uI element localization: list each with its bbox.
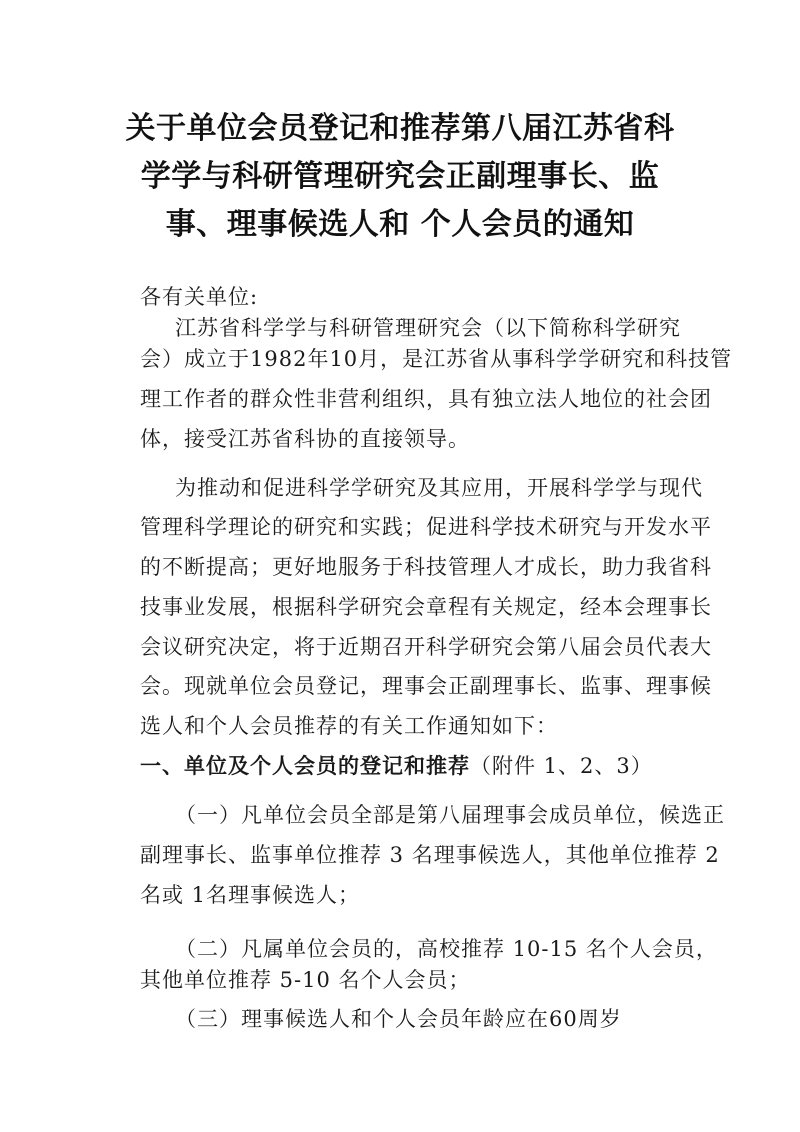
para1-line-1: 江苏省科学学与科研管理研究会（以下简称科学研究 — [175, 316, 681, 340]
para2-line-6: 会。现就单位会员登记，理事会正副理事长、监事、理事候 — [140, 674, 712, 698]
para2-line-1: 为推动和促进科学学研究及其应用，开展科学学与现代 — [175, 476, 703, 500]
item2-line-2: 其他单位推荐 5-10 名个人会员； — [140, 968, 471, 992]
para2-line-4: 技事业发展，根据科学研究会章程有关规定，经本会理事长 — [140, 595, 712, 619]
section-1-heading-suffix: （附件 1、2、3） — [470, 754, 653, 778]
para1-line-3: 理工作者的群众性非营利组织，具有独立法人地位的社会团 — [140, 387, 712, 411]
document-title-line-2: 学学与科研管理研究会正副理事长、监 — [140, 159, 660, 194]
section-1-heading-text: 一、单位及个人会员的登记和推荐 — [140, 754, 470, 778]
document-title-line-1: 关于单位会员登记和推荐第八届江苏省科 — [125, 111, 675, 146]
para1-line-2: 会）成立于1982年10月，是江苏省从事科学学研究和科技管 — [140, 347, 733, 371]
para2-line-5: 会议研究决定，将于近期召开科学研究会第八届会员代表大 — [140, 635, 712, 659]
para2-line-7: 选人和个人会员推荐的有关工作通知如下： — [140, 714, 558, 738]
section-1-heading — [140, 747, 680, 785]
document-title-line-3: 事、理事候选人和 个人会员的通知 — [165, 207, 635, 242]
item1-line-2: 副理事长、监事单位推荐 3 名理事候选人，其他单位推荐 2 — [140, 843, 720, 867]
item1-line-1: （一）凡单位会员全部是第八届理事会成员单位，候选正 — [175, 803, 725, 827]
para2-line-2: 管理科学理论的研究和实践；促进科学技术研究与开发水平 — [140, 515, 712, 539]
item1-line-3: 名或 1名理事候选人； — [140, 883, 361, 907]
para1-line-4: 体，接受江苏省科协的直接领导。 — [140, 427, 470, 451]
item2-line-1: （二）凡属单位会员的，高校推荐 10-15 名个人会员， — [175, 937, 718, 961]
salutation: 各有关单位: — [140, 285, 259, 309]
para2-line-3: 的不断提高；更好地服务于科技管理人才成长，助力我省科 — [140, 555, 712, 579]
item3-line-1: （三）理事候选人和个人会员年龄应在60周岁 — [175, 1007, 622, 1031]
